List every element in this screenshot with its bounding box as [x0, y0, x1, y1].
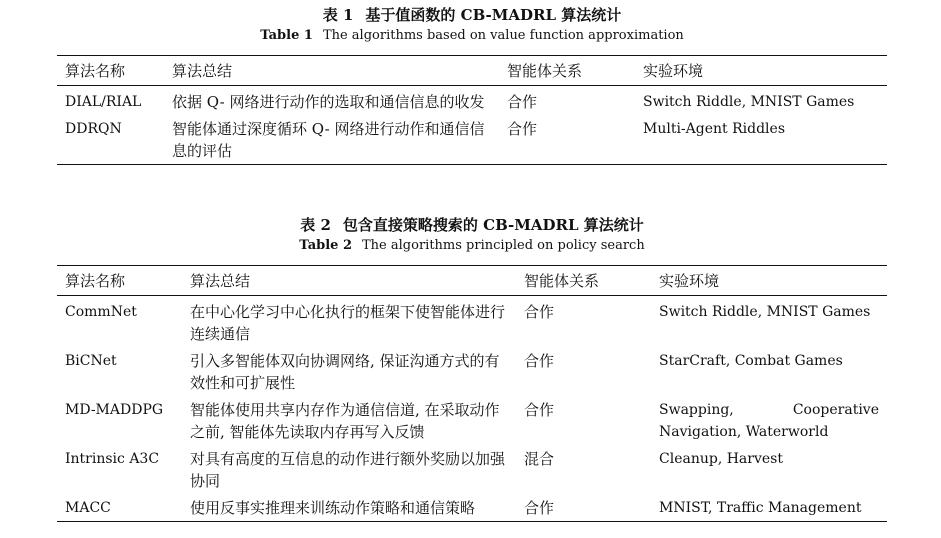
table-2-header-row [57, 266, 887, 296]
table-1-caption-en [57, 26, 887, 46]
experiment-environment: Switch Riddle, MNIST Games [659, 304, 871, 320]
algorithm-name: MD-MADDPG [65, 402, 164, 418]
column-header-summary: 算法总结 [172, 62, 233, 80]
experiment-environment: Swapping, Cooperative Navigation, Waterworld [659, 402, 879, 440]
table-1-label-en: Table 1 [260, 28, 313, 43]
table-1-title-cn: 基于值函数的 CB-MADRL 算法统计 [365, 6, 622, 24]
table-1-title-en: The algorithms based on value function approximation [322, 28, 684, 43]
table-row [57, 494, 887, 522]
algorithm-summary: 依据 Q- 网络进行动作的选取和通信信息的收发 [172, 93, 485, 111]
column-header-name: 算法名称 [65, 272, 126, 290]
agent-relation: 合作 [524, 352, 555, 370]
table-2-label-en: Table 2 [299, 238, 353, 253]
experiment-environment: StarCraft, Combat Games [659, 353, 843, 369]
table-2 [57, 265, 887, 522]
column-header-name: 算法名称 [65, 62, 126, 80]
column-header-relation: 智能体关系 [524, 272, 600, 290]
table-2-block [57, 214, 887, 522]
algorithm-name: Intrinsic A3C [65, 451, 160, 467]
table-2-title-en: The algorithms principled on policy search [362, 238, 645, 253]
algorithm-summary: 智能体通过深度循环 Q- 网络进行动作和通信信息的评估 [172, 120, 485, 160]
table-row [57, 396, 887, 445]
table-1-label-cn: 表 1 [322, 6, 354, 24]
algorithm-name: MACC [65, 500, 111, 516]
table-1-block [57, 4, 887, 165]
algorithm-name: CommNet [65, 304, 137, 320]
algorithm-summary: 在中心化学习中心化执行的框架下使智能体进行连续通信 [190, 303, 506, 343]
column-header-environment: 实验环境 [643, 62, 704, 80]
column-header-relation: 智能体关系 [507, 62, 583, 80]
table-row [57, 86, 887, 116]
column-header-summary: 算法总结 [190, 272, 251, 290]
table-row [57, 296, 887, 348]
table-1 [57, 55, 887, 165]
experiment-environment: MNIST, Traffic Management [659, 500, 862, 516]
table-row [57, 445, 887, 494]
table-1-header-row [57, 56, 887, 86]
table-1-caption-cn [57, 4, 887, 26]
table-2-caption-en [57, 236, 887, 256]
table-2-title-cn: 包含直接策略搜索的 CB-MADRL 算法统计 [342, 216, 644, 234]
table-2-label-cn: 表 2 [300, 216, 331, 234]
algorithm-summary: 引入多智能体双向协调网络, 保证沟通方式的有效性和可扩展性 [190, 352, 500, 392]
table-row [57, 347, 887, 396]
algorithm-summary: 使用反事实推理来训练动作策略和通信策略 [190, 499, 476, 517]
algorithm-name: DIAL/RIAL [65, 94, 142, 110]
column-header-environment: 实验环境 [659, 272, 720, 290]
experiment-environment: Cleanup, Harvest [659, 451, 783, 467]
table-row [57, 115, 887, 165]
algorithm-summary: 对具有高度的互信息的动作进行额外奖励以加强协同 [190, 450, 506, 490]
algorithm-name: BiCNet [65, 353, 117, 369]
experiment-environment: Multi-Agent Riddles [643, 121, 786, 137]
agent-relation: 合作 [524, 303, 555, 321]
algorithm-summary: 智能体使用共享内存作为通信信道, 在采取动作之前, 智能体先读取内存再写入反馈 [190, 401, 500, 441]
agent-relation: 混合 [524, 450, 555, 468]
agent-relation: 合作 [524, 499, 555, 517]
agent-relation: 合作 [507, 93, 538, 111]
agent-relation: 合作 [524, 401, 555, 419]
algorithm-name: DDRQN [65, 121, 122, 137]
agent-relation: 合作 [507, 120, 538, 138]
experiment-environment: Switch Riddle, MNIST Games [643, 94, 855, 110]
table-2-caption-cn [57, 214, 887, 236]
